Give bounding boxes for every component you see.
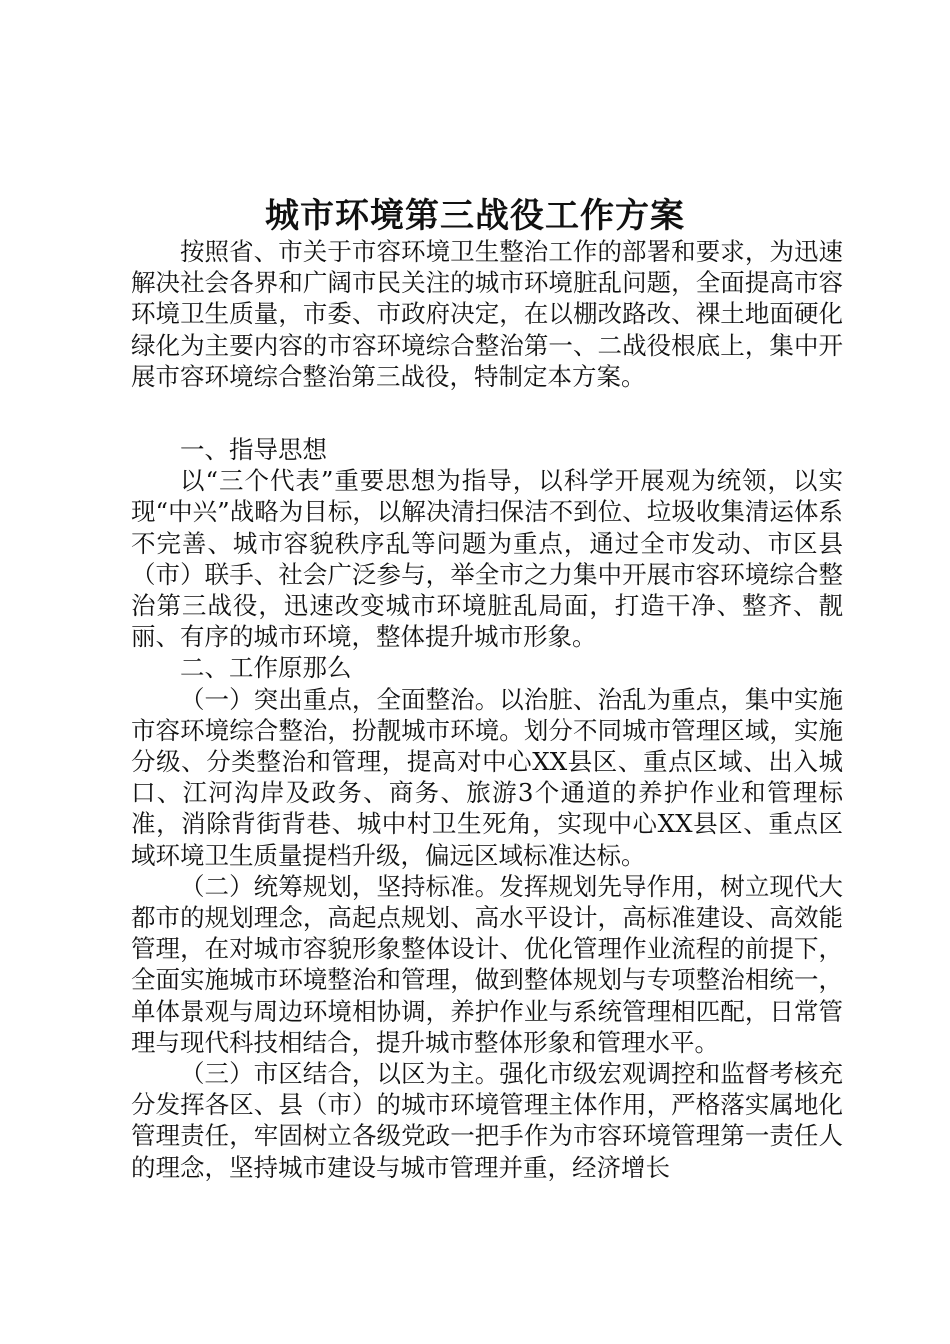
section-heading-work-principles: 二、工作原那么 (180, 653, 352, 683)
document-title: 城市环境第三战役工作方案 (265, 196, 685, 236)
principle-1-paragraph: （一）突出重点，全面整治。以治脏、治乱为重点，集中实施市容环境综合整治，扮靓城市环境。划分不同城市管理区域，实施分级、分类整治和管理，提高对中心XX县区、重点区域、出入城口、江河沟岸及政务、商务、旅游3个通道的养护作业和管理标准，消除背街背巷、城中村卫生死角，实现中心XX县区、重点区域环境卫生质量提档升级，偏远区域标准达标。 (131, 684, 843, 870)
guiding-ideology-paragraph: 以“三个代表”重要思想为指导，以科学开展观为统领，以实现“中兴”战略为目标，以解决清扫保洁不到位、垃圾收集清运体系不完善、城市容貌秩序乱等问题为重点，通过全市发动、市区县（市）联手、社会广泛参与，举全市之力集中开展市容环境综合整治第三战役，迅速改变城市环境脏乱局面，打造干净、整齐、靓丽、有序的城市环境，整体提升城市形象。 (131, 466, 843, 652)
principle-2-paragraph: （二）统筹规划，坚持标准。发挥规划先导作用，树立现代大都市的规划理念，高起点规划、高水平设计，高标准建设、高效能管理，在对城市容貌形象整体设计、优化管理作业流程的前提下，全面实施城市环境整治和管理，做到整体规划与专项整治相统一，单体景观与周边环境相协调，养护作业与系统管理相匹配，日常管理与现代科技相结合，提升城市整体形象和管理水平。 (131, 871, 843, 1057)
paragraph-gap (131, 392, 843, 434)
document-body (131, 236, 843, 1183)
principle-3-paragraph: （三）市区结合，以区为主。强化市级宏观调控和监督考核充分发挥各区、县（市）的城市环境管理主体作用，严格落实属地化管理责任，牢固树立各级党政一把手作为市容环境管理第一责任人的理念，坚持城市建设与城市管理并重，经济增长 (131, 1059, 843, 1182)
section-heading-guiding-ideology: 一、指导思想 (180, 435, 327, 465)
intro-paragraph: 按照省、市关于市容环境卫生整治工作的部署和要求，为迅速解决社会各界和广阔市民关注的城市环境脏乱问题，全面提高市容环境卫生质量，市委、市政府决定，在以棚改路改、裸土地面硬化绿化为主要内容的市容环境综合整治第一、二战役根底上，集中开展市容环境综合整治第三战役，特制定本方案。 (131, 237, 843, 391)
